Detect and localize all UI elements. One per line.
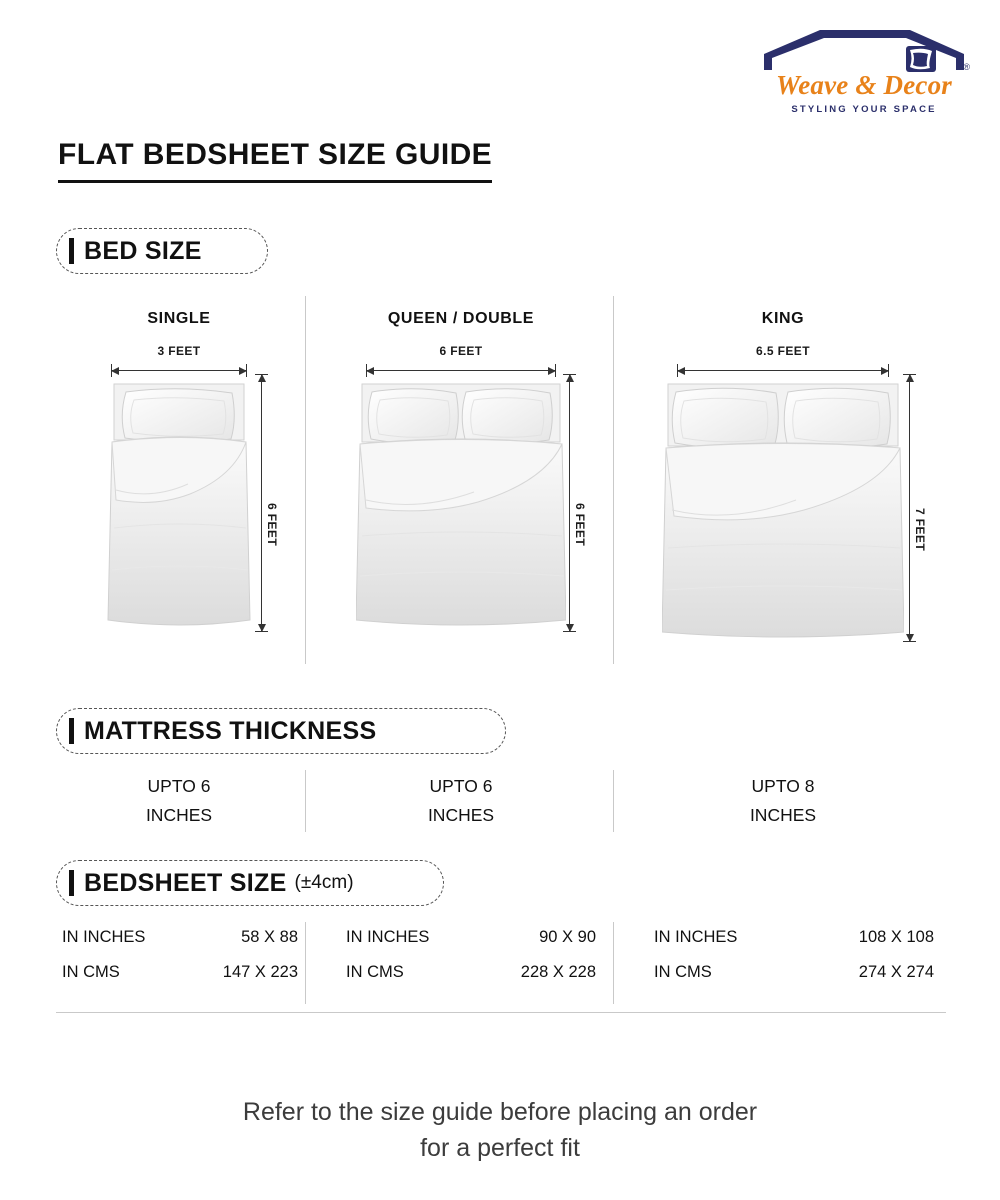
row-key: IN CMS [62,963,120,981]
section-header-bedsheet-size [56,860,444,906]
column-divider [613,922,614,1004]
bedsheet-tolerance: (±4cm) [294,872,354,893]
table-row [654,928,934,947]
section-header-bed-size [56,228,268,274]
section-label-mattress: MATTRESS THICKNESS [84,716,377,745]
column-divider [305,922,306,1004]
row-value: 228 X 228 [520,963,596,981]
row-value: 274 X 274 [858,963,934,981]
page-title: FLAT BEDSHEET SIZE GUIDE [58,138,492,183]
bedsheet-size-queen [346,928,596,998]
bed-column-king [620,310,946,648]
bed-column-single [56,310,302,638]
table-row [346,963,596,982]
bed-illustration-king [662,378,904,648]
column-divider [305,770,306,832]
table-row [346,928,596,947]
width-dimension-single [111,344,247,378]
brand-logo [760,26,968,126]
height-label-queen: 6 FEET [573,503,587,547]
bed-column-queen [312,310,610,638]
width-label-single: 3 FEET [157,344,201,358]
mattress-line-1: UPTO 8 [751,776,815,796]
mattress-value-single [56,772,302,830]
registered-mark: ® [963,62,970,72]
row-key: IN INCHES [346,928,430,946]
section-divider [56,1012,946,1013]
logo-tagline: STYLING YOUR SPACE [791,104,937,115]
bed-illustration-single [106,378,252,638]
row-key: IN CMS [654,963,712,981]
section-label-bedsheet: BEDSHEET SIZE [84,868,287,897]
table-row [654,963,934,982]
mattress-line-1: UPTO 6 [429,776,493,796]
row-key: IN INCHES [62,928,146,946]
accent-bar [69,718,74,744]
bedsheet-size-single [62,928,298,998]
width-dimension-queen [366,344,556,378]
footer-note [0,1094,1000,1166]
height-dimension-single [254,374,288,632]
section-header-mattress-thickness [56,708,506,754]
roof-logo-icon [760,26,968,72]
width-dimension-king [677,344,889,378]
height-dimension-king [902,374,936,642]
accent-bar [69,870,74,896]
mattress-line-1: UPTO 6 [147,776,211,796]
mattress-line-2: INCHES [145,805,213,825]
row-key: IN CMS [346,963,404,981]
column-divider [613,770,614,832]
footer-line-2: for a perfect fit [420,1134,580,1162]
width-label-king: 6.5 FEET [756,344,810,358]
bed-column-title: KING [761,310,805,327]
row-key: IN INCHES [654,928,738,946]
table-row [62,963,298,982]
mattress-value-king [620,772,946,830]
row-value: 90 X 90 [539,928,596,946]
accent-bar [69,238,74,264]
bed-column-title: SINGLE [147,310,211,327]
bed-column-title: QUEEN / DOUBLE [387,310,535,327]
height-dimension-queen [562,374,596,632]
column-divider [305,296,306,664]
bedsheet-size-king [654,928,934,998]
mattress-line-2: INCHES [427,805,495,825]
mattress-value-queen [312,772,610,830]
row-value: 58 X 88 [241,928,298,946]
table-row [62,928,298,947]
width-label-queen: 6 FEET [439,344,483,358]
bed-illustration-queen [356,378,566,638]
height-label-single: 6 FEET [265,503,279,547]
row-value: 108 X 108 [858,928,934,946]
footer-line-1: Refer to the size guide before placing an order [242,1098,758,1126]
section-label-bed-size: BED SIZE [84,236,202,265]
logo-brand-text: Weave & Decor [775,70,953,100]
height-label-king: 7 FEET [913,508,927,552]
column-divider [613,296,614,664]
mattress-line-2: INCHES [749,805,817,825]
row-value: 147 X 223 [222,963,298,981]
